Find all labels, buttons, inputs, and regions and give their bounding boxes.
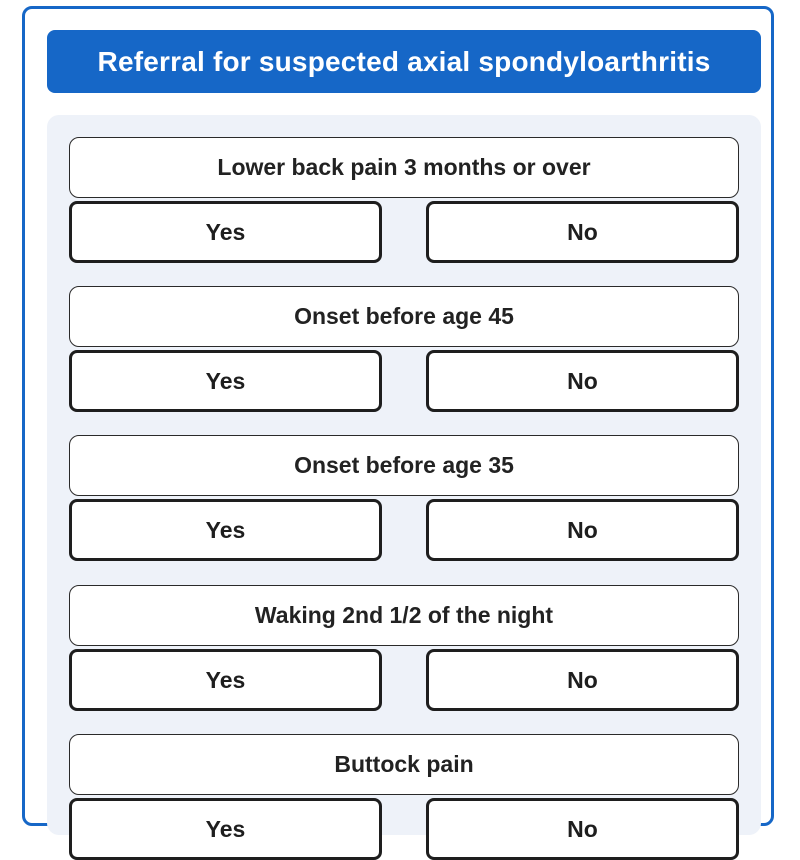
question-label: Buttock pain: [69, 734, 739, 795]
yes-button[interactable]: Yes: [69, 201, 382, 263]
page-title: [47, 30, 761, 93]
question-label: Onset before age 45: [69, 286, 739, 347]
yes-button[interactable]: Yes: [69, 649, 382, 711]
yes-button[interactable]: Yes: [69, 798, 382, 860]
no-button[interactable]: No: [426, 499, 739, 561]
yes-button[interactable]: Yes: [69, 350, 382, 412]
no-button[interactable]: No: [426, 350, 739, 412]
question-label: Onset before age 35: [69, 435, 739, 496]
question-label: Waking 2nd 1/2 of the night: [69, 585, 739, 646]
no-button[interactable]: No: [426, 798, 739, 860]
no-button[interactable]: No: [426, 649, 739, 711]
yes-button[interactable]: Yes: [69, 499, 382, 561]
page-title-text: Referral for suspected axial spondyloarthritis: [97, 45, 711, 77]
question-label: Lower back pain 3 months or over: [69, 137, 739, 198]
no-button[interactable]: No: [426, 201, 739, 263]
